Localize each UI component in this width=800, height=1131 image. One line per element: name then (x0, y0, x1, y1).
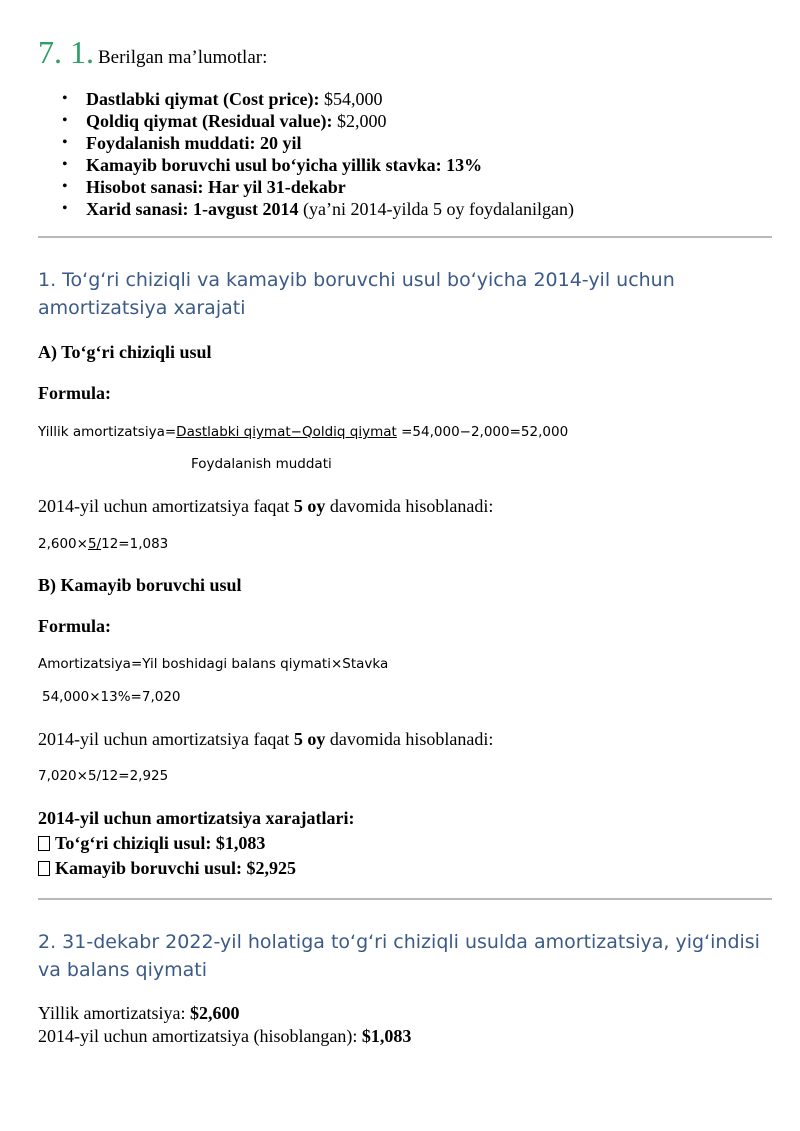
declining-balance-annual-calc: 54,000×13%=7,020 (42, 689, 181, 705)
section-2-title: 2. 31-dekabr 2022-yil holatiga to‘g‘ri chiziqli usulda amortizatsiya, yig‘indisi va balans qiymati (38, 931, 760, 981)
list-item: • Dastlabki qiymat (Cost price): $54,000 (86, 88, 574, 110)
list-item: • Xarid sanasi: 1-avgust 2014 (ya’ni 2014-yilda 5 oy foydalanilgan) (86, 198, 574, 220)
formula-denominator: Foydalanish muddati (191, 456, 332, 472)
list-item: • Kamayib boruvchi usul bo‘yicha yillik stavka: 13% (86, 154, 574, 176)
straight-line-formula: Yillik amortizatsiya=Dastlabki qiymat−Qoldiq qiymat =54,000−2,000=52,000 (38, 424, 569, 440)
divider (38, 898, 772, 900)
declining-balance-heading: B) Kamayib boruvchi usul (38, 575, 242, 595)
summary-title: 2014-yil uchun amortizatsiya xarajatlari: (38, 808, 355, 828)
missing-glyph-icon (38, 861, 50, 876)
list-item: • Foydalanish muddati: 20 yil (86, 132, 574, 154)
given-data-list (86, 88, 574, 220)
heading-number: 7. 1. (38, 34, 94, 70)
months-note: 2014-yil uchun amortizatsiya faqat 5 oy davomida hisoblanadi: (38, 729, 494, 749)
formula-numerator: Dastlabki qiymat−Qoldiq qiymat (176, 424, 397, 440)
divider (38, 236, 772, 238)
straight-line-calc: 2,600×5/12=1,083 (38, 536, 169, 552)
annual-depreciation-line: Yillik amortizatsiya: $2,600 (38, 1003, 240, 1023)
heading-text: Berilgan ma’lumotlar: (98, 47, 268, 68)
missing-glyph-icon (38, 836, 50, 851)
section-heading (38, 36, 267, 69)
summary-line-straight: To‘g‘ri chiziqli usul: $1,083 (38, 833, 265, 854)
formula-label: Formula: (38, 616, 111, 636)
declining-balance-calc: 7,020×5/12=2,925 (38, 768, 169, 784)
straight-line-heading: A) To‘g‘ri chiziqli usul (38, 342, 212, 362)
summary-line-declining: Kamayib boruvchi usul: $2,925 (38, 858, 296, 879)
depreciation-2014-line: 2014-yil uchun amortizatsiya (hisoblangan): $1,083 (38, 1026, 412, 1046)
list-item: • Hisobot sanasi: Har yil 31-dekabr (86, 176, 574, 198)
formula-label: Formula: (38, 383, 111, 403)
section-1-title: 1. To‘g‘ri chiziqli va kamayib boruvchi usul bo‘yicha 2014-yil uchun amortizatsiya xarajati (38, 269, 675, 319)
months-note: 2014-yil uchun amortizatsiya faqat 5 oy davomida hisoblanadi: (38, 496, 494, 516)
declining-balance-formula: Amortizatsiya=Yil boshidagi balans qiymati×Stavka (38, 656, 389, 672)
list-item: • Qoldiq qiymat (Residual value): $2,000 (86, 110, 574, 132)
